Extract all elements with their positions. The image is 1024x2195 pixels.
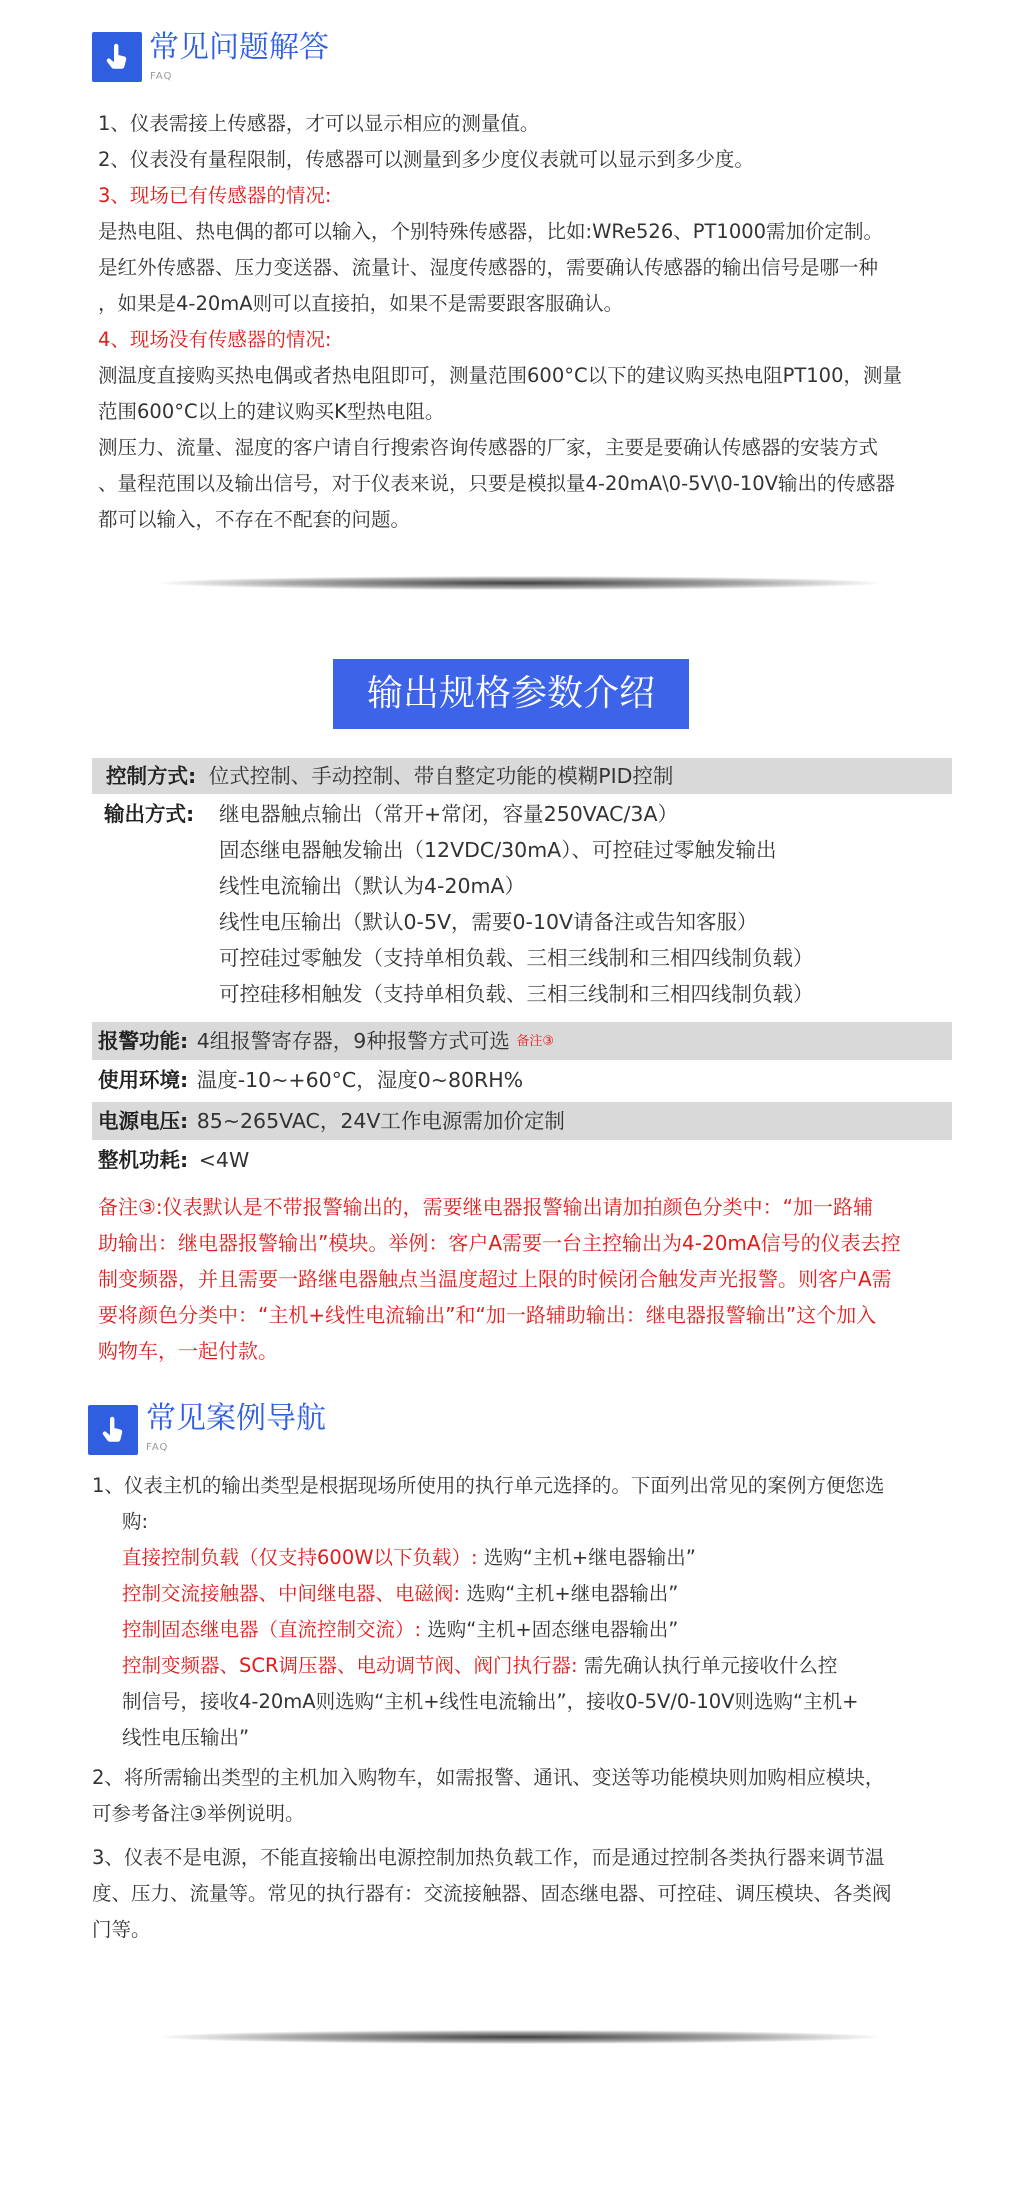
faq-line-8: 测温度直接购买热电偶或者热电阻即可，测量范围600°C以下的建议购买热电阻PT100，测量 [98,364,902,387]
case-item-2 [122,1576,678,1612]
case-item-1 [122,1540,696,1576]
faq-subtitle: FAQ [150,71,173,82]
spec-control-row [92,758,952,794]
faq-line-5: 是红外传感器、压力变送器、流量计、湿度传感器的，需要确认传感器的输出信号是哪一种 [98,256,879,279]
spec-power-value: 85~265VAC，24V工作电源需加价定制 [196,1109,565,1133]
case-item-3 [122,1612,678,1648]
section-divider-shadow-bottom [160,2030,880,2044]
cases-intro-line-1: 1、仪表主机的输出类型是根据现场所使用的执行单元选择的。下面列出常见的案例方便您选 [92,1474,885,1497]
case-item-4-cont-1: 制信号，接收4-20mA则选购“主机+线性电流输出”，接收0-5V/0-10V则选购“主机+ [122,1690,859,1713]
case-item-2-label: 控制交流接触器、中间继电器、电磁阀: [122,1582,461,1605]
section-divider-shadow [160,576,880,590]
spec-output-label: 输出方式: [104,802,195,826]
spec-alarm-label: 报警功能: [98,1029,189,1053]
case-item-4-cont-2: 线性电压输出” [122,1726,250,1749]
spec-control-value: 位式控制、手动控制、带自整定功能的模糊PID控制 [208,764,674,788]
cases-p3-line-2: 度、压力、流量等。常见的执行器有：交流接触器、固态继电器、可控硅、调压模块、各类阀 [92,1882,892,1905]
pointer-hand-icon [102,42,132,72]
spec-note-line-3: 制变频器，并且需要一路继电器触点当温度超过上限的时候闭合触发声光报警。则客户A需 [98,1267,892,1291]
cases-header-icon [88,1405,138,1455]
case-item-1-text: 选购“主机+继电器输出” [477,1546,696,1569]
cases-subtitle: FAQ [146,1442,169,1453]
spec-output-value-5: 可控硅过零触发（支持单相负载、三相三线制和三相四线制负载） [219,946,814,970]
cases-p2-line-1: 2、将所需输出类型的主机加入购物车，如需报警、通讯、变送等功能模块则加购相应模块， [92,1766,885,1789]
spec-output-value-1: 继电器触点输出（常开+常闭，容量250VAC/3A） [219,802,678,826]
faq-title: 常见问题解答 [149,30,329,65]
case-item-4-text: 需先确认执行单元接收什么控 [577,1654,838,1677]
cases-intro-line-2: 购: [122,1510,149,1533]
case-item-2-text: 选购“主机+继电器输出” [460,1582,679,1605]
spec-alarm-note: 备注③ [516,1034,555,1049]
faq-line-10: 测压力、流量、湿度的客户请自行搜索咨询传感器的厂家，主要是要确认传感器的安装方式 [98,436,879,459]
faq-line-6: ，如果是4-20mA则可以直接拍，如果不是需要跟客服确认。 [98,292,624,315]
spec-consumption-value: <4W [198,1148,250,1172]
spec-output-values [219,796,814,1012]
case-item-3-label: 控制固态继电器（直流控制交流）: [122,1618,422,1641]
faq-line-1: 1、仪表需接上传感器，才可以显示相应的测量值。 [98,112,540,135]
spec-output-value-4: 线性电压输出（默认0-5V，需要0-10V请备注或告知客服） [219,910,758,934]
cases-p2-line-2: 可参考备注③举例说明。 [92,1802,305,1825]
spec-env-row [92,1062,952,1098]
faq-line-4: 是热电阻、热电偶的都可以输入，个别特殊传感器，比如:WRe526、PT1000需加价定制。 [98,220,884,243]
faq-header-icon [92,32,142,82]
spec-power-row [92,1102,952,1140]
spec-note-line-2: 助输出：继电器报警输出”模块。举例：客户A需要一台主控输出为4-20mA信号的仪表去控 [98,1231,901,1255]
spec-output-value-3: 线性电流输出（默认为4-20mA） [219,874,526,898]
spec-note-line-1: 备注③:仪表默认是不带报警输出的，需要继电器报警输出请加拍颜色分类中：“加一路辅 [98,1195,874,1219]
spec-output-value-2: 固态继电器触发输出（12VDC/30mA）、可控硅过零触发输出 [219,838,777,862]
pointer-hand-icon [98,1415,128,1445]
spec-alarm-value: 4组报警寄存器，9种报警方式可选 [196,1029,510,1053]
spec-power-label: 电源电压: [98,1109,189,1133]
spec-output-value-6: 可控硅移相触发（支持单相负载、三相三线制和三相四线制负载） [219,982,814,1006]
cases-p3-line-1: 3、仪表不是电源，不能直接输出电源控制加热负载工作，而是通过控制各类执行器来调节温 [92,1846,885,1869]
spec-env-label: 使用环境: [98,1068,189,1092]
spec-note-line-4: 要将颜色分类中：“主机+线性电流输出”和“加一路辅助输出：继电器报警输出”这个加入 [98,1303,877,1327]
faq-line-2: 2、仪表没有量程限制，传感器可以测量到多少度仪表就可以显示到多少度。 [98,148,754,171]
case-item-3-text: 选购“主机+固态继电器输出” [421,1618,679,1641]
cases-p3-line-3: 门等。 [92,1918,151,1941]
specs-banner: 输出规格参数介绍 [333,659,689,729]
cases-title: 常见案例导航 [146,1401,326,1436]
faq-body [98,106,902,538]
faq-line-12: 都可以输入，不存在不配套的问题。 [98,508,411,531]
faq-line-7: 4、现场没有传感器的情况: [98,328,332,351]
case-item-4 [122,1648,837,1684]
faq-line-3: 3、现场已有传感器的情况: [98,184,332,207]
case-item-4-label: 控制变频器、SCR调压器、电动调节阀、阀门执行器: [122,1654,578,1677]
spec-note-line-5: 购物车，一起付款。 [98,1339,278,1363]
faq-line-11: 、量程范围以及输出信号，对于仪表来说，只要是模拟量4-20mA\0-5V\0-10V输出的传感器 [98,472,896,495]
spec-control-label: 控制方式: [106,764,197,788]
spec-consumption-row [92,1142,952,1178]
case-item-1-label: 直接控制负载（仅支持600W以下负载）: [122,1546,478,1569]
faq-line-9: 范围600°C以上的建议购买K型热电阻。 [98,400,445,423]
spec-note-block [0,1189,901,1369]
spec-env-value: 温度-10~+60°C，湿度0~80RH% [196,1068,524,1092]
spec-consumption-label: 整机功耗: [98,1148,189,1172]
spec-alarm-row [92,1022,952,1060]
